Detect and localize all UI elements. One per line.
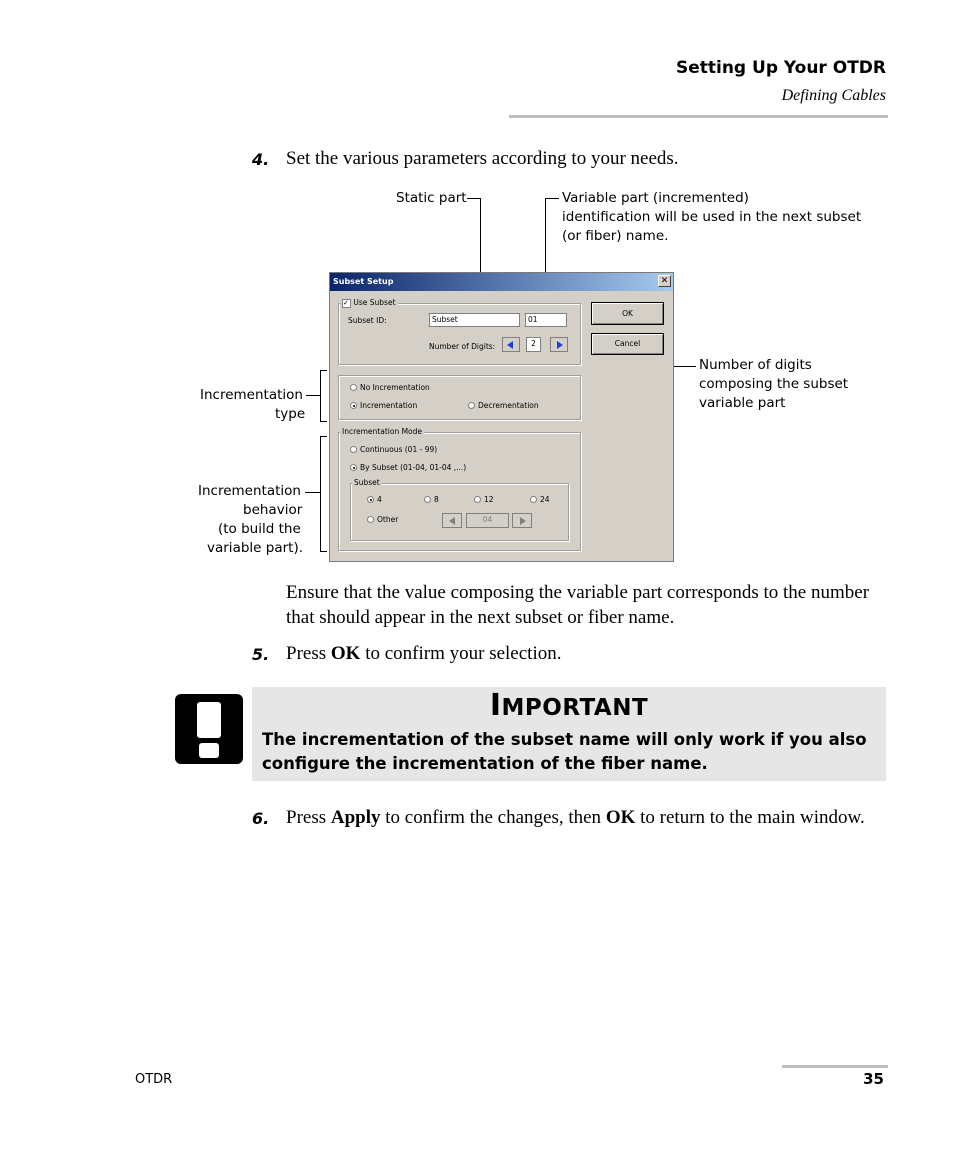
footer-rule: [782, 1065, 888, 1068]
incrementation-mode-label: Incrementation Mode: [342, 427, 423, 436]
header-rule: [509, 115, 888, 118]
step-5-bold-ok: OK: [330, 643, 361, 664]
other-value-field[interactable]: 04: [466, 513, 509, 528]
callout-inc-type-line2: type: [275, 406, 306, 422]
callout-inc-type-line1: Incrementation: [200, 387, 303, 403]
subset-id-label: Subset ID:: [348, 316, 387, 325]
important-title-initial: I: [489, 688, 502, 723]
important-title-rest: MPORTANT: [501, 695, 649, 721]
incrementation-type-group: [338, 375, 581, 420]
callout-variable-part-line1: Variable part (incremented): [562, 190, 749, 206]
radio-no-incrementation[interactable]: [350, 384, 357, 391]
step-5-text-before: Press: [286, 643, 331, 664]
digits-label: Number of Digits:: [429, 342, 496, 351]
subset-12-label: 12: [484, 495, 494, 504]
use-subset-label: Use Subset: [353, 298, 396, 307]
running-header-title: Setting Up Your OTDR: [675, 58, 886, 78]
step-6-text: [286, 805, 876, 830]
exclamation-icon: [175, 694, 243, 764]
digits-decrement-button[interactable]: [502, 337, 520, 352]
radio-subset-4[interactable]: [367, 496, 374, 503]
step-4-text: Set the various parameters according to your needs.: [286, 148, 679, 169]
arrow-right-icon: [557, 341, 563, 349]
page-number: 35: [863, 1070, 884, 1088]
step-6-text-after: to return to the main window.: [635, 807, 865, 828]
subset-group: [350, 483, 569, 541]
ok-button[interactable]: OK: [591, 302, 664, 325]
radio-subset-8[interactable]: [424, 496, 431, 503]
step-4-number: 4.: [252, 150, 270, 169]
subset-group-label: Subset: [354, 478, 380, 487]
callout-static-part: Static part: [396, 190, 467, 206]
use-subset-checkbox-row[interactable]: [340, 298, 398, 308]
subset-24-label: 24: [540, 495, 550, 504]
radio-incrementation[interactable]: [350, 402, 357, 409]
no-incrementation-label: No Incrementation: [360, 383, 430, 392]
step-5-number: 5.: [252, 645, 270, 664]
decrementation-label: Decrementation: [478, 401, 539, 410]
other-label: Other: [377, 515, 399, 524]
callout-variable-part-line2: identification will be used in the next subset: [562, 209, 862, 225]
other-decrement-button[interactable]: [442, 513, 462, 528]
radio-subset-24[interactable]: [530, 496, 537, 503]
important-text: The incrementation of the subset name will only work if you also configure the incrementation of the fiber name.: [262, 730, 867, 773]
subset-id-input[interactable]: Subset: [429, 313, 520, 327]
other-increment-button[interactable]: [512, 513, 532, 528]
radio-subset-12[interactable]: [474, 496, 481, 503]
dialog-title: Subset Setup: [333, 277, 394, 286]
callout-inc-behavior-line4: variable part).: [207, 540, 303, 556]
radio-continuous[interactable]: [350, 446, 357, 453]
step-5-text-after: to confirm your selection.: [360, 643, 562, 664]
leader-line: [545, 198, 559, 199]
running-header-subtitle: Defining Cables: [781, 87, 886, 104]
bracket: [320, 436, 327, 552]
bracket: [320, 370, 327, 422]
step-5-text: [286, 641, 561, 666]
radio-by-subset[interactable]: [350, 464, 357, 471]
arrow-right-icon: [520, 517, 526, 525]
callout-inc-behavior-line1: Incrementation: [198, 483, 301, 499]
check-icon[interactable]: ✓: [342, 299, 351, 308]
callout-variable-part-line3: (or fiber) name.: [562, 228, 669, 244]
continuous-label: Continuous (01 - 99): [360, 445, 438, 454]
subset-setup-dialog: [329, 272, 674, 562]
digits-value[interactable]: 2: [526, 337, 541, 352]
incrementation-label: Incrementation: [360, 401, 418, 410]
arrow-left-icon: [507, 341, 513, 349]
arrow-left-icon: [449, 517, 455, 525]
footer-product: OTDR: [135, 1072, 173, 1087]
digits-increment-button[interactable]: [550, 337, 568, 352]
cancel-button[interactable]: Cancel: [591, 333, 664, 355]
radio-decrementation[interactable]: [468, 402, 475, 409]
subset-variable-input[interactable]: 01: [525, 313, 567, 327]
callout-inc-behavior-line2: behavior: [243, 502, 303, 518]
leader-line: [305, 492, 320, 493]
exclamation-icon-glyph: [175, 694, 243, 764]
step-6-number: 6.: [252, 809, 270, 828]
callout-digits-line2: composing the subset: [699, 376, 849, 392]
leader-line: [306, 395, 320, 396]
step-6-bold-ok: OK: [605, 807, 636, 828]
callout-digits-line3: variable part: [699, 395, 786, 411]
step-6-text-before: Press: [286, 807, 331, 828]
body-paragraph: Ensure that the value composing the variable part corresponds to the number that should appear in the next subset or fiber name.: [286, 582, 870, 628]
step-6-bold-apply: Apply: [330, 807, 381, 828]
radio-subset-other[interactable]: [367, 516, 374, 523]
step-6-text-mid: to confirm the changes, then: [380, 807, 606, 828]
callout-digits-line1: Number of digits: [699, 357, 812, 373]
callout-inc-behavior-line3: (to build the: [218, 521, 301, 537]
close-button[interactable]: ✕: [658, 275, 671, 287]
by-subset-label: By Subset (01-04, 01-04 ,...): [360, 463, 467, 472]
leader-line: [467, 198, 481, 199]
important-title: [252, 688, 886, 723]
subset-8-label: 8: [434, 495, 439, 504]
subset-4-label: 4: [377, 495, 382, 504]
